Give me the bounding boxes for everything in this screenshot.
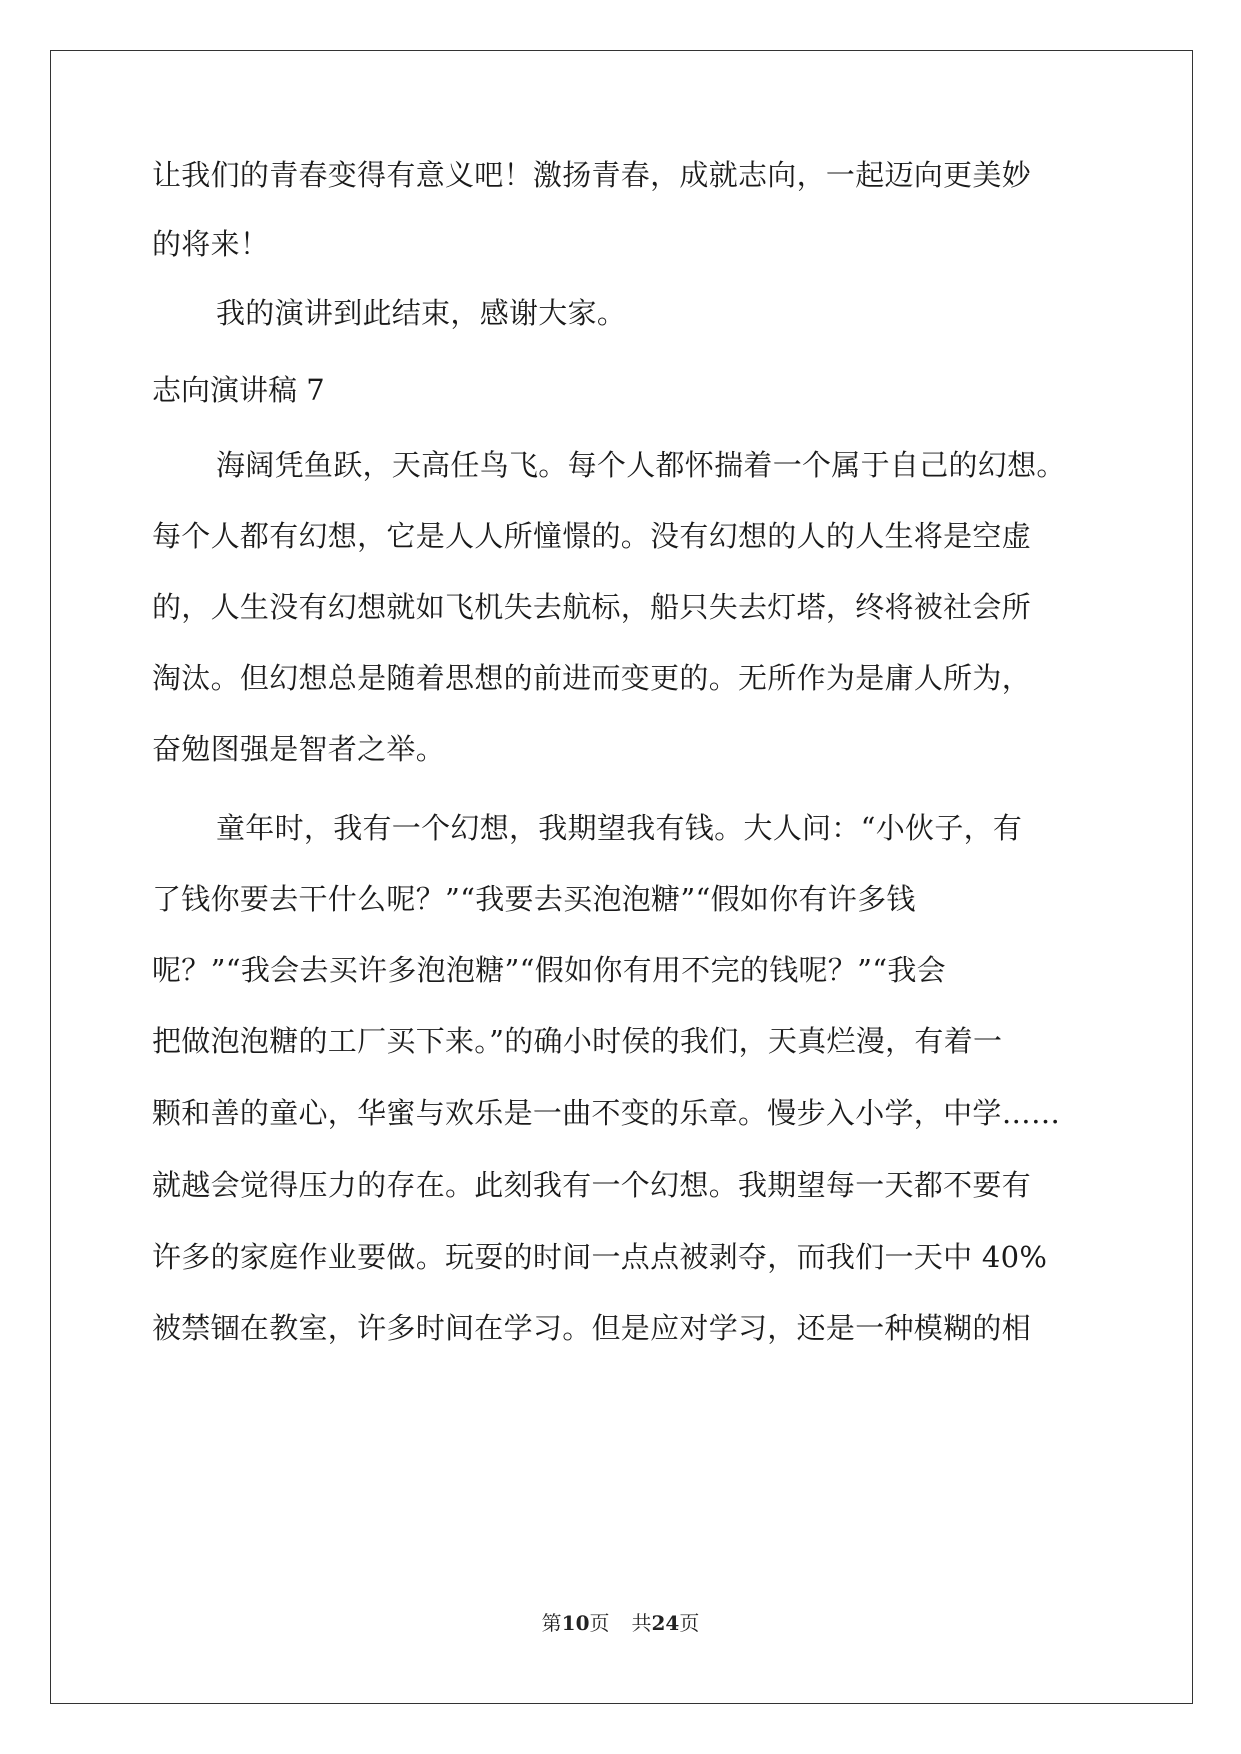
body-line-2: 的将来！ <box>152 227 270 261</box>
page-prefix: 第 <box>541 1611 562 1635</box>
body-line-5: 海阔凭鱼跃，天高任鸟飞。每个人都怀揣着一个属于自己的幻想。 <box>216 448 1066 482</box>
page-suffix: 页 <box>589 1611 610 1635</box>
body-line-12: 呢？”“我会去买许多泡泡糖”“假如你有用不完的钱呢？”“我会 <box>152 953 946 987</box>
total-prefix: 共 <box>631 1611 652 1635</box>
body-line-9: 奋勉图强是智者之举。 <box>152 732 446 766</box>
body-line-1: 让我们的青春变得有意义吧！激扬青春，成就志向，一起迈向更美妙 <box>152 158 1032 192</box>
page-footer <box>0 1610 1241 1636</box>
body-line-10: 童年时，我有一个幻想，我期望我有钱。大人问：“小伙子，有 <box>216 811 1023 845</box>
body-line-7: 的，人生没有幻想就如飞机失去航标，船只失去灯塔，终将被社会所 <box>152 590 1032 624</box>
total-suffix: 页 <box>679 1611 700 1635</box>
body-line-13: 把做泡泡糖的工厂买下来。”的确小时侯的我们，天真烂漫，有着一 <box>152 1024 1003 1058</box>
body-line-14: 颗和善的童心，华蜜与欢乐是一曲不变的乐章。慢步入小学，中学…… <box>152 1096 1061 1130</box>
body-line-15: 就越会觉得压力的存在。此刻我有一个幻想。我期望每一天都不要有 <box>152 1168 1032 1202</box>
section-title: 志向演讲稿 7 <box>152 373 325 407</box>
body-line-6: 每个人都有幻想，它是人人所憧憬的。没有幻想的人的人生将是空虚 <box>152 519 1032 553</box>
body-line-8: 淘汰。但幻想总是随着思想的前进而变更的。无所作为是庸人所为， <box>152 661 1032 695</box>
body-line-11: 了钱你要去干什么呢？”“我要去买泡泡糖”“假如你有许多钱 <box>152 882 916 916</box>
body-line-16: 许多的家庭作业要做。玩耍的时间一点点被剥夺，而我们一天中 40% <box>152 1240 1048 1274</box>
body-line-3: 我的演讲到此结束，感谢大家。 <box>216 296 627 330</box>
current-page-number: 10 <box>561 1611 590 1635</box>
total-page-number: 24 <box>651 1611 680 1635</box>
body-line-17: 被禁锢在教室，许多时间在学习。但是应对学习，还是一种模糊的相 <box>152 1311 1032 1345</box>
